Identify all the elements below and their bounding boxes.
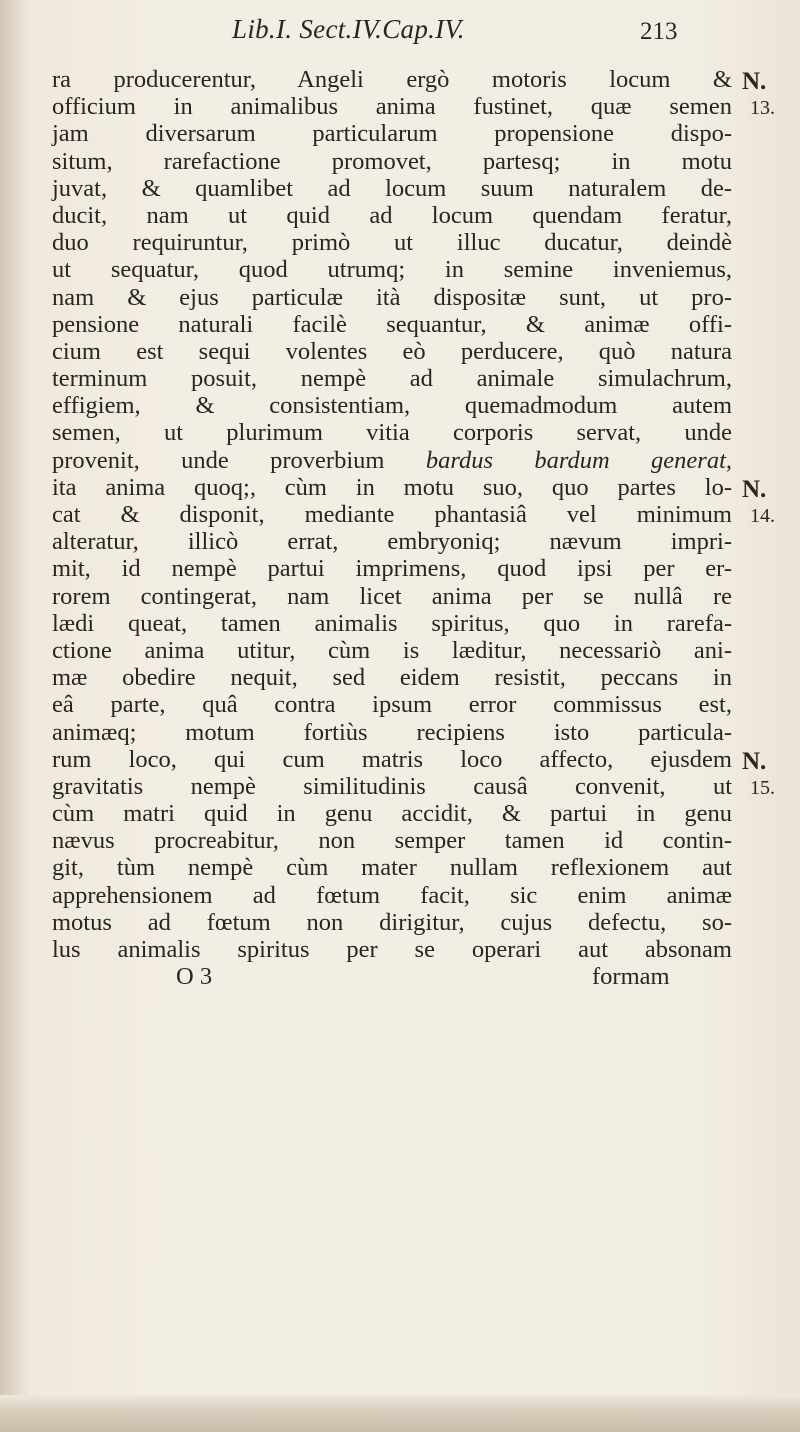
text-line: jam diversarum particularum propensione dispo- (52, 120, 732, 148)
margin-note-letter: N. (742, 748, 767, 775)
text-line: semen, ut plurimum vitia corporis servat, unde (52, 419, 732, 447)
text-line: gravitatis nempè similitudinis causâ convenit, ut (52, 772, 732, 800)
text-line: ra producerentur, Angeli ergò motoris locum & (52, 66, 732, 93)
text-line: terminum posuit, nempè ad animale simulachrum, (52, 365, 732, 393)
text-line: eâ parte, quâ contra ipsum error commissus est, (52, 691, 732, 719)
catchword: formam (592, 963, 670, 991)
proverb-lead: provenit, unde proverbium (52, 446, 385, 474)
signature-line (52, 963, 732, 990)
text-line: rum loco, qui cum matris loco affecto, ejusdem (52, 745, 732, 773)
text-line: mæ obedire nequit, sed eidem resistit, peccans in (52, 664, 732, 692)
margin-note-letter: N. (742, 68, 767, 95)
text-line: duo requiruntur, primò ut illuc ducatur, deindè (52, 229, 732, 257)
text-line: nævus procreabitur, non semper tamen id contin- (52, 827, 732, 855)
proverb-italic: bardus bardum generat, (425, 446, 733, 474)
body-text (52, 66, 732, 990)
text-line-proverb (52, 447, 732, 474)
text-line: cium est sequi volentes eò perducere, quò natura (52, 337, 732, 365)
text-line: ut sequatur, quod utrumq; in semine inveniemus, (52, 256, 732, 284)
text-line: lædi queat, tamen animalis spiritus, quo in rarefa- (52, 609, 732, 637)
text-line: alteratur, illicò errat, embryoniq; nævum impri- (52, 528, 732, 556)
signature-mark: O 3 (176, 963, 213, 991)
text-line: rorem contingerat, nam licet anima per se nullâ re (52, 582, 732, 610)
text-line: cùm matri quid in genu accidit, & partui in genu (52, 800, 732, 828)
text-line: ctione anima utitur, cùm is læditur, necessariò ani- (52, 636, 732, 664)
page-header (0, 14, 800, 54)
margin-note-letter: N. (742, 476, 767, 503)
text-line: ita anima quoq;, cùm in motu suo, quo partes lo- (52, 473, 732, 501)
text-line: animæq; motum fortiùs recipiens isto particula- (52, 718, 732, 746)
text-line: situm, rarefactione promovet, partesq; in motu (52, 147, 732, 175)
text-line: juvat, & quamlibet ad locum suum naturalem de- (52, 174, 732, 202)
margin-note-number: 15. (750, 777, 775, 800)
margin-note-number: 13. (750, 97, 775, 120)
text-line: effigiem, & consistentiam, quemadmodum autem (52, 392, 732, 420)
text-line: nam & ejus particulæ ità dispositæ sunt, ut pro- (52, 283, 732, 311)
running-head: Lib.I. Sect.IV.Cap.IV. (232, 14, 465, 44)
text-line: git, tùm nempè cùm mater nullam reflexionem aut (52, 854, 732, 882)
page-gutter-shadow (0, 0, 30, 1432)
page-number: 213 (640, 18, 678, 45)
text-line: mit, id nempè partui imprimens, quod ipsi per er- (52, 555, 732, 583)
text-line: lus animalis spiritus per se operari aut absonam (52, 936, 732, 963)
page-bottom-edge (0, 1395, 800, 1432)
margin-note-number: 14. (750, 505, 775, 528)
text-line: motus ad fœtum non dirigitur, cujus defectu, so- (52, 908, 732, 936)
text-line: apprehensionem ad fœtum facit, sic enim animæ (52, 881, 732, 909)
text-line: cat & disponit, mediante phantasiâ vel minimum (52, 501, 732, 528)
text-line: officium in animalibus anima fustinet, quæ semen (52, 93, 732, 121)
text-line: pensione naturali facilè sequantur, & animæ offi- (52, 310, 732, 338)
text-line: ducit, nam ut quid ad locum quendam feratur, (52, 201, 732, 229)
